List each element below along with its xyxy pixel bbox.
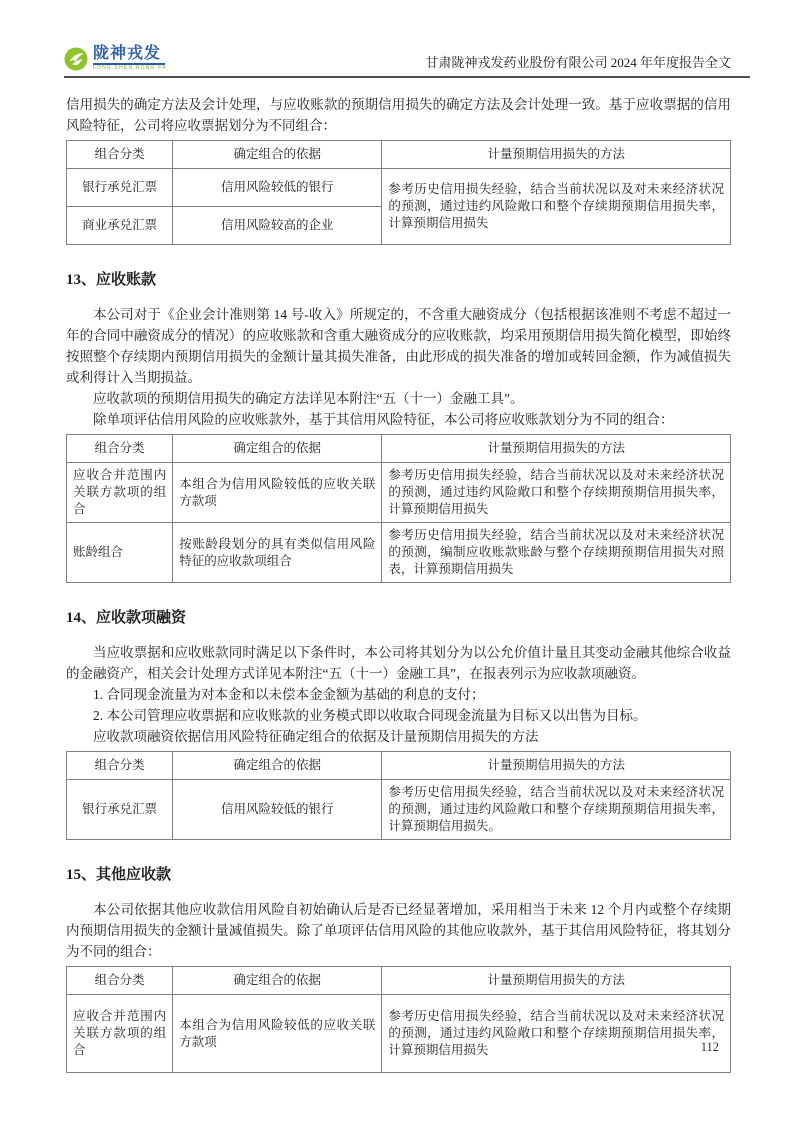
column-portfolio-class: 组合分类 [67,967,173,995]
cell-portfolio-class: 银行承兑汇票 [67,780,173,840]
cell-portfolio-basis: 本组合为信用风险较低的应收关联方款项 [173,995,382,1073]
page-header [64,0,750,78]
other-receivables-portfolio-table [66,966,731,1073]
report-title: 甘肃陇神戎发药业股份有限公司 2024 年年度报告全文 [425,55,731,70]
table-header-row [67,141,731,169]
cell-portfolio-class: 商业承兑汇票 [67,207,173,245]
section-13-paragraph-2: 应收款项的预期信用损失的确定方法详见本附注“五（十一）金融工具”。 [93,391,524,406]
column-ecl-method: 计量预期信用损失的方法 [382,141,731,169]
cell-ecl-method: 参考历史信用损失经验，结合当前状况以及对未来经济状况的预测，编制应收账款账龄与整个存续期预期信用损失对照表，计算预期信用损失 [382,523,731,583]
cell-portfolio-class: 应收合并范围内关联方款项的组合 [67,995,173,1073]
section-13-paragraph-1: 本公司对于《企业会计准则第 14 号-收入》所规定的，不含重大融资成分（包括根据该准则不考虑不超过一年的合同中融资成分的情况）的应收账款和含重大融资成分的应收账款，均采用预期信用损失简化模型，即始终按照整个存续期内预期信用损失的金额计量其损失准备，由此形成的损失准备的增加或转回金额，作为减值损失或利得计入当期损益。 [66,307,731,385]
table-header-row [67,752,731,780]
logo-icon [64,47,88,71]
cell-portfolio-class: 账龄组合 [67,523,173,583]
cell-ecl-method: 参考历史信用损失经验，结合当前状况以及对未来经济状况的预测，通过违约风险敞口和整个存续期预期信用损失率，计算预期信用损失 [382,463,731,523]
table-header-row [67,435,731,463]
section-13-title: 13、应收账款 [66,272,157,288]
intro-paragraph: 信用损失的确定方法及会计处理，与应收账款的预期信用损失的确定方法及会计处理一致。基于应收票据的信用风险特征，公司将应收票据划分为不同组合： [66,97,731,133]
page-number: 112 [700,1040,719,1054]
cell-portfolio-basis: 按账龄段划分的具有类似信用风险特征的应收款项组合 [173,523,382,583]
column-ecl-method: 计量预期信用损失的方法 [382,752,731,780]
table-row [67,463,731,523]
column-portfolio-class: 组合分类 [67,752,173,780]
table-row [67,523,731,583]
cell-ecl-method: 参考历史信用损失经验，结合当前状况以及对未来经济状况的预测，通过违约风险敞口和整个存续期预期信用损失率，计算预期信用损失 [382,169,731,245]
column-portfolio-class: 组合分类 [67,435,173,463]
cell-portfolio-class: 银行承兑汇票 [67,169,173,207]
column-portfolio-basis: 确定组合的依据 [173,752,382,780]
column-portfolio-class: 组合分类 [67,141,173,169]
section-14-item-2: 2. 本公司管理应收票据和应收账款的业务模式即以收取合同现金流量为目标又以出售为目标。 [93,708,647,723]
table-header-row [67,967,731,995]
section-15-paragraph-1: 本公司依据其他应收款信用风险自初始确认后是否已经显著增加，采用相当于未来 12 个月内或整个存续期内预期信用损失的金额计量减值损失。除了单项评估信用风险的其他应收款外，基于其信用风险特征，将其划分为不同的组合： [66,902,731,959]
notes-receivable-portfolio-table [66,140,731,245]
section-14-title: 14、应收款项融资 [66,610,187,626]
cell-portfolio-class: 应收合并范围内关联方款项的组合 [67,463,173,523]
cell-ecl-method: 参考历史信用损失经验，结合当前状况以及对未来经济状况的预测，通过违约风险敞口和整个存续期预期信用损失率，计算预期信用损失。 [382,780,731,840]
table-row [67,995,731,1073]
section-14-paragraph-1: 当应收票据和应收账款同时满足以下条件时，本公司将其划分为以公允价值计量且其变动金融其他综合收益的金融资产，相关会计处理方式详见本附注“五（十一）金融工具”，在报表列示为应收款项融资。 [66,645,731,681]
brand-name: 陇神戎发 [93,45,162,62]
column-ecl-method: 计量预期信用损失的方法 [382,967,731,995]
cell-portfolio-basis: 信用风险较低的银行 [173,169,382,207]
page-content [66,94,731,1073]
section-14-paragraph-2: 应收款项融资依据信用风险特征确定组合的依据及计量预期信用损失的方法 [93,729,539,744]
receivables-financing-portfolio-table [66,751,731,840]
cell-portfolio-basis: 信用风险较高的企业 [173,207,382,245]
column-portfolio-basis: 确定组合的依据 [173,435,382,463]
section-14-item-1: 1. 合同现金流量为对本金和以未偿本金金额为基础的利息的支付； [93,687,485,702]
cell-ecl-method: 参考历史信用损失经验，结合当前状况以及对未来经济状况的预测，通过违约风险敞口和整个存续期预期信用损失率，计算预期信用损失 [382,995,731,1073]
section-15-title: 15、其他应收款 [66,867,172,883]
column-portfolio-basis: 确定组合的依据 [173,967,382,995]
column-portfolio-basis: 确定组合的依据 [173,141,382,169]
cell-portfolio-basis: 信用风险较低的银行 [173,780,382,840]
brand-subtitle: LONG SHEN RONG FA [93,65,167,71]
company-logo [64,46,167,71]
logo-text [93,46,167,71]
cell-portfolio-basis: 本组合为信用风险较低的应收关联方款项 [173,463,382,523]
table-row [67,169,731,207]
section-13-paragraph-3: 除单项评估信用风险的应收账款外，基于其信用风险特征，本公司将应收账款划分为不同的组合： [93,412,674,427]
accounts-receivable-portfolio-table [66,434,731,583]
column-ecl-method: 计量预期信用损失的方法 [382,435,731,463]
table-row [67,780,731,840]
